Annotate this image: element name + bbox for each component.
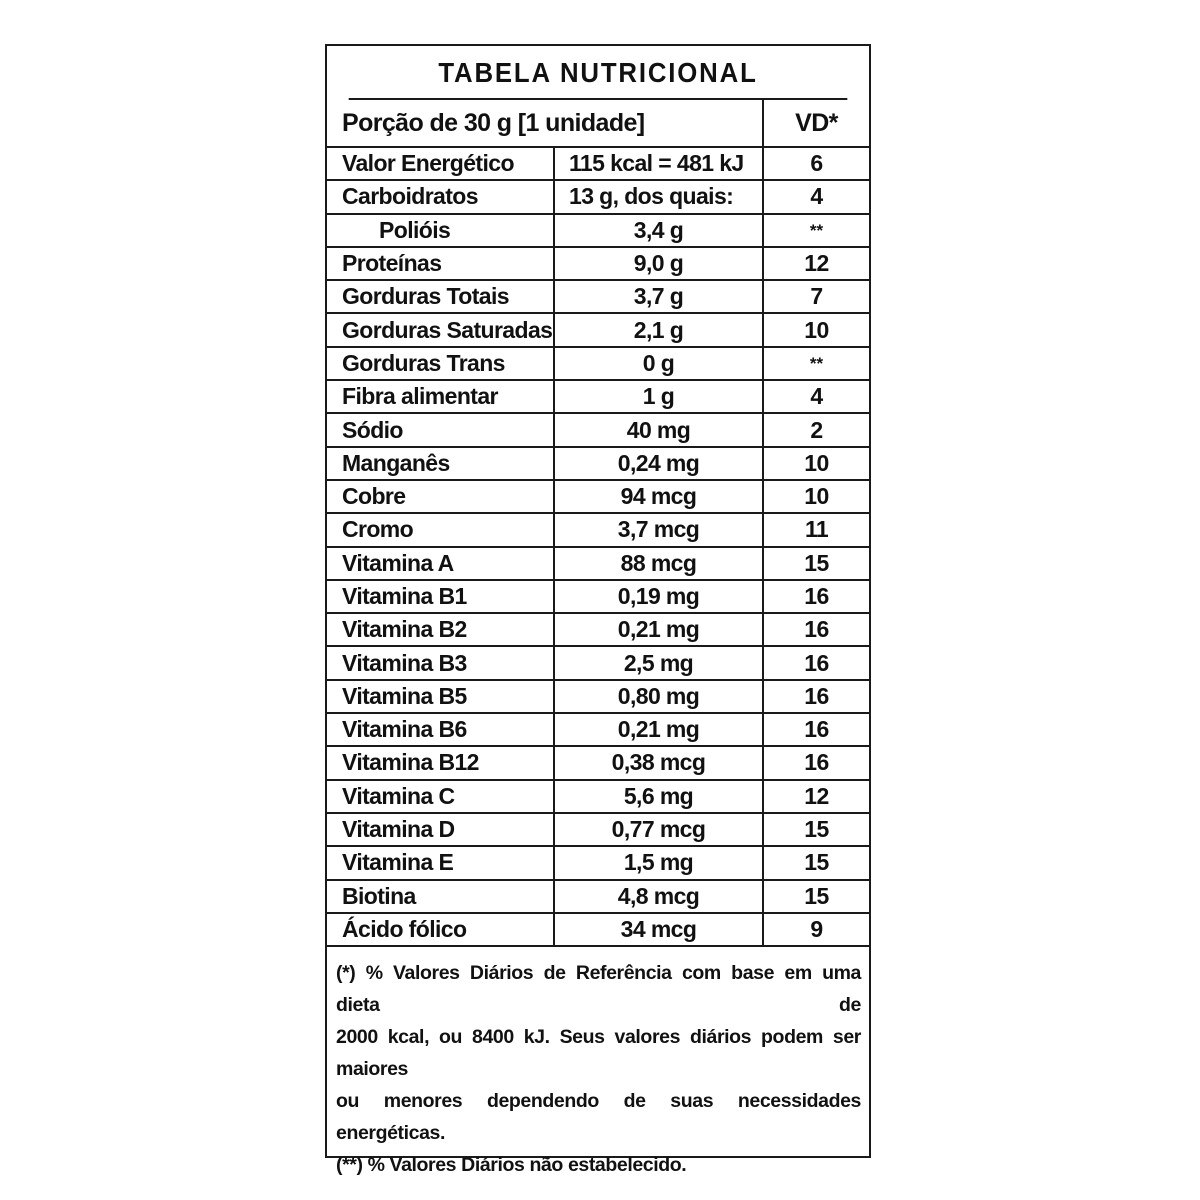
nutrient-quantity: 0,24 mg — [554, 447, 763, 480]
nutrient-name: Vitamina B2 — [327, 613, 554, 646]
table-row — [327, 447, 869, 480]
nutrient-daily-value: 15 — [763, 547, 869, 580]
nutrient-name: Cobre — [327, 480, 554, 513]
nutrient-name: Vitamina B12 — [327, 746, 554, 779]
nutrient-daily-value: 11 — [763, 513, 869, 546]
nutrient-name: Polióis — [327, 214, 554, 247]
nutrient-quantity: 5,6 mg — [554, 780, 763, 813]
table-row — [327, 413, 869, 446]
nutrient-name: Manganês — [327, 447, 554, 480]
table-row — [327, 780, 869, 813]
nutrient-name: Vitamina A — [327, 547, 554, 580]
nutrient-name: Vitamina D — [327, 813, 554, 846]
nutrient-quantity: 115 kcal = 481 kJ — [554, 147, 763, 180]
nutrient-name: Vitamina B3 — [327, 646, 554, 679]
nutrient-daily-value: 12 — [763, 247, 869, 280]
table-row — [327, 846, 869, 879]
nutrient-name: Cromo — [327, 513, 554, 546]
nutrition-table — [327, 100, 869, 945]
nutrient-quantity: 9,0 g — [554, 247, 763, 280]
nutrient-daily-value: 6 — [763, 147, 869, 180]
nutrient-daily-value: 16 — [763, 713, 869, 746]
nutrient-daily-value: 16 — [763, 613, 869, 646]
table-row — [327, 147, 869, 180]
table-row — [327, 180, 869, 213]
table-row — [327, 880, 869, 913]
footnote — [327, 945, 869, 1181]
nutrient-quantity: 0,38 mcg — [554, 746, 763, 779]
table-row — [327, 580, 869, 613]
table-row — [327, 480, 869, 513]
serving-size: Porção de 30 g [1 unidade] — [327, 100, 763, 147]
table-row — [327, 313, 869, 346]
nutrient-name: Sódio — [327, 413, 554, 446]
nutrient-daily-value: ** — [763, 214, 869, 247]
nutrient-name: Vitamina B5 — [327, 680, 554, 713]
nutrient-daily-value: 15 — [763, 846, 869, 879]
nutrient-daily-value: 15 — [763, 880, 869, 913]
table-row — [327, 613, 869, 646]
nutrient-quantity: 0,19 mg — [554, 580, 763, 613]
nutrient-daily-value: 4 — [763, 380, 869, 413]
nutrient-quantity: 34 mcg — [554, 913, 763, 945]
table-title: TABELA NUTRICIONAL — [349, 46, 848, 100]
nutrient-daily-value: 16 — [763, 680, 869, 713]
table-row — [327, 380, 869, 413]
nutrient-quantity: 40 mg — [554, 413, 763, 446]
table-row — [327, 713, 869, 746]
nutrient-quantity: 4,8 mcg — [554, 880, 763, 913]
nutrient-quantity: 1 g — [554, 380, 763, 413]
table-header-row — [327, 100, 869, 147]
nutrient-daily-value: 10 — [763, 313, 869, 346]
table-row — [327, 646, 869, 679]
nutrient-daily-value: 4 — [763, 180, 869, 213]
table-row — [327, 513, 869, 546]
nutrient-name: Vitamina C — [327, 780, 554, 813]
nutrient-name: Ácido fólico — [327, 913, 554, 945]
nutrient-daily-value: 16 — [763, 646, 869, 679]
table-row — [327, 913, 869, 945]
footnote-line: ou menores dependendo de suas necessidades energéticas. — [336, 1090, 861, 1145]
nutrient-name: Biotina — [327, 880, 554, 913]
nutrient-quantity: 0,77 mcg — [554, 813, 763, 846]
nutrient-name: Vitamina B1 — [327, 580, 554, 613]
nutrient-quantity: 94 mcg — [554, 480, 763, 513]
nutrient-quantity: 3,7 g — [554, 280, 763, 313]
nutrient-name: Fibra alimentar — [327, 380, 554, 413]
nutrient-quantity: 3,7 mcg — [554, 513, 763, 546]
nutrient-quantity: 0,80 mg — [554, 680, 763, 713]
nutrient-name: Gorduras Saturadas — [327, 313, 554, 346]
nutrient-daily-value: 16 — [763, 746, 869, 779]
table-row — [327, 247, 869, 280]
nutrient-quantity: 2,5 mg — [554, 646, 763, 679]
table-row — [327, 214, 869, 247]
nutrient-daily-value: 16 — [763, 580, 869, 613]
nutrient-quantity: 0,21 mg — [554, 613, 763, 646]
vd-header: VD* — [763, 100, 869, 147]
nutrient-daily-value: 12 — [763, 780, 869, 813]
nutrient-name: Gorduras Trans — [327, 347, 554, 380]
nutrient-daily-value: 10 — [763, 480, 869, 513]
nutrient-name: Carboidratos — [327, 180, 554, 213]
footnote-line: 2000 kcal, ou 8400 kJ. Seus valores diários podem ser maiores — [336, 1026, 861, 1081]
nutrient-name: Valor Energético — [327, 147, 554, 180]
nutrient-quantity: 13 g, dos quais: — [554, 180, 763, 213]
nutrient-daily-value: 10 — [763, 447, 869, 480]
nutrient-daily-value: ** — [763, 347, 869, 380]
nutrient-quantity: 2,1 g — [554, 313, 763, 346]
table-row — [327, 280, 869, 313]
nutrient-name: Gorduras Totais — [327, 280, 554, 313]
nutrient-quantity: 0 g — [554, 347, 763, 380]
nutrient-name: Vitamina E — [327, 846, 554, 879]
table-row — [327, 547, 869, 580]
footnote-line: (**) % Valores Diários não estabelecido. — [336, 1154, 687, 1177]
table-row — [327, 813, 869, 846]
nutrition-facts-panel — [325, 44, 871, 1177]
nutrient-name: Vitamina B6 — [327, 713, 554, 746]
table-row — [327, 680, 869, 713]
nutrient-quantity: 1,5 mg — [554, 846, 763, 879]
footnote-line: (*) % Valores Diários de Referência com base em uma dieta de — [336, 962, 861, 1017]
nutrient-daily-value: 9 — [763, 913, 869, 945]
nutrient-daily-value: 15 — [763, 813, 869, 846]
table-row — [327, 347, 869, 380]
nutrient-quantity: 3,4 g — [554, 214, 763, 247]
nutrient-daily-value: 2 — [763, 413, 869, 446]
nutrient-name: Proteínas — [327, 247, 554, 280]
nutrient-quantity: 88 mcg — [554, 547, 763, 580]
nutrient-quantity: 0,21 mg — [554, 713, 763, 746]
nutrient-daily-value: 7 — [763, 280, 869, 313]
table-row — [327, 746, 869, 779]
